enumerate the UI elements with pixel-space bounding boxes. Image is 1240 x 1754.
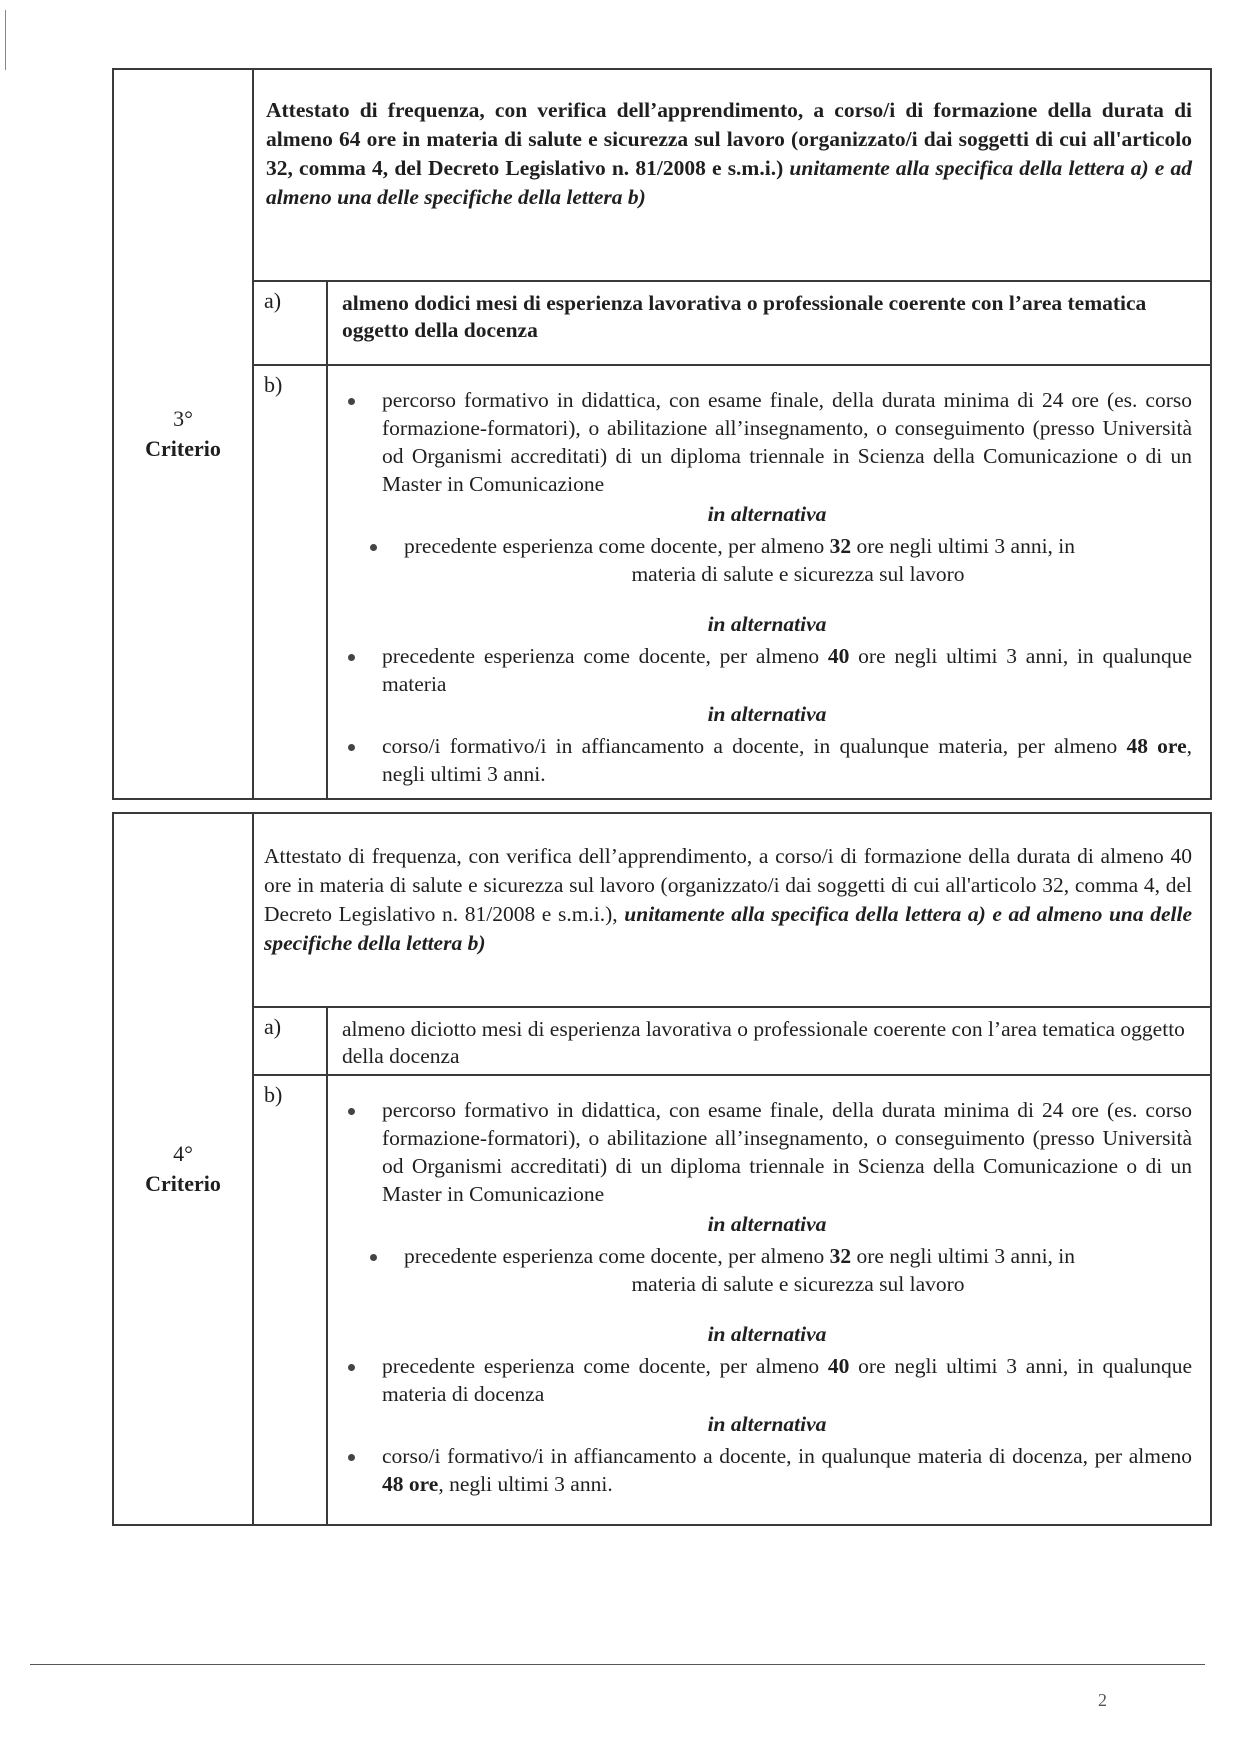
requirement-a-text: almeno diciotto mesi di esperienza lavorativa o professionale coerente con l’area tematica oggetto della docenza <box>327 1007 1211 1075</box>
requirement-a-text: almeno dodici mesi di esperienza lavorativa o professionale coerente con l’area tematica oggetto della docenza <box>327 281 1211 365</box>
list-item-text: corso/i formativo/i in affiancamento a docente, in qualunque materia, per almeno <box>382 734 1127 758</box>
list-item-text: ore negli ultimi 3 anni, in <box>851 1244 1076 1268</box>
list-item-text: percorso formativo in didattica, con esame finale, della durata minima di 24 ore (es. corso formazione-formatori), o abilitazione all’insegnamento, o conseguimento (presso Università od Organismi accreditati) di un diploma triennale in Scienza della Comunicazione o di un Master in Comunicazione <box>382 1098 1192 1206</box>
letter-b: b) <box>253 1075 327 1525</box>
list-item-text: precedente esperienza come docente, per almeno <box>382 644 828 668</box>
list-item-text: materia di salute e sicurezza sul lavoro <box>631 562 965 586</box>
list-item-text: , negli ultimi 3 anni. <box>438 1472 613 1496</box>
list-item-bold: 32 <box>829 1244 852 1268</box>
letter-b: b) <box>253 365 327 799</box>
criterio-3-label <box>113 69 253 799</box>
bullet-icon <box>348 1108 355 1115</box>
requirement-b-list <box>327 1075 1211 1525</box>
list-item <box>342 732 1192 788</box>
list-item-bold: 48 ore <box>382 1472 439 1496</box>
alternative-separator: in alternativa <box>707 612 827 636</box>
scan-margin-mark <box>5 10 6 70</box>
list-item <box>342 532 1192 588</box>
letter-a: a) <box>253 281 327 365</box>
criterio-3-table <box>112 68 1212 800</box>
criterio-4-intro <box>253 813 1211 1007</box>
bullet-icon <box>348 654 355 661</box>
list-item-text: ore negli ultimi 3 anni, in qualunque materia di docenza <box>382 1354 1192 1406</box>
list-item-text: precedente esperienza come docente, per almeno <box>404 534 830 558</box>
list-item <box>342 1352 1192 1408</box>
page-number: 2 <box>1098 1690 1107 1710</box>
bullet-icon <box>348 1454 355 1461</box>
alternative-separator: in alternativa <box>707 1212 827 1236</box>
list-item-text: precedente esperienza come docente, per almeno <box>382 1354 828 1378</box>
intro-text: Attestato di frequenza, con verifica dell’apprendimento, a corso/i di formazione della durata di almeno 64 ore in materia di salute e sicurezza sul lavoro (organizzato/i dai soggetti di cui all'articolo 32, comma 4, del Decreto Legislativo n. 81/2008 e s.m.i.) <box>266 98 1192 180</box>
intro-italic-text: unitamente alla specifica della lettera a) e ad almeno una delle specifiche della lettera b) <box>266 156 1193 209</box>
list-item <box>342 1442 1192 1498</box>
alternative-separator: in alternativa <box>707 502 827 526</box>
list-item-text: ore negli ultimi 3 anni, in <box>851 534 1076 558</box>
intro-italic-text: unitamente alla specifica della lettera a) e ad almeno una delle specifiche della lettera b) <box>264 902 1192 955</box>
bullet-icon <box>348 1364 355 1371</box>
criterio-word: Criterio <box>145 436 221 461</box>
criterio-ordinal: 4° <box>173 1141 193 1166</box>
list-item-bold: 32 <box>829 534 852 558</box>
list-item-bold: 40 <box>827 644 850 668</box>
criterio-ordinal: 3° <box>173 406 193 431</box>
list-item <box>342 642 1192 698</box>
criterio-3-intro <box>253 69 1211 281</box>
list-item <box>342 1096 1192 1208</box>
list-item-text: ore negli ultimi 3 anni, in qualunque materia <box>382 644 1192 696</box>
criterio-4-table <box>112 812 1212 1526</box>
footer-rule <box>30 1664 1205 1665</box>
list-item-text: precedente esperienza come docente, per almeno <box>404 1244 830 1268</box>
letter-a: a) <box>253 1007 327 1075</box>
list-item <box>342 386 1192 498</box>
list-item <box>342 1242 1192 1298</box>
alternative-separator: in alternativa <box>707 1322 827 1346</box>
list-item-text: percorso formativo in didattica, con esame finale, della durata minima di 24 ore (es. corso formazione-formatori), o abilitazione all’insegnamento, o conseguimento (presso Università od Organismi accreditati) di un diploma triennale in Scienza della Comunicazione o di un Master in Comunicazione <box>382 388 1192 496</box>
requirement-b-list <box>327 365 1211 799</box>
list-item-text: corso/i formativo/i in affiancamento a docente, in qualunque materia di docenza, per almeno <box>382 1444 1192 1468</box>
bullet-icon <box>348 398 355 405</box>
list-item-bold: 40 <box>827 1354 850 1378</box>
intro-text: Attestato di frequenza, con verifica dell’apprendimento, a corso/i di formazione della durata di almeno 40 ore in materia di salute e sicurezza sul lavoro (organizzato/i dai soggetti di cui all'articolo 32, comma 4, del Decreto Legislativo n. 81/2008 e s.m.i.), <box>264 844 1192 926</box>
list-item-text: , negli ultimi 3 anni. <box>382 734 1193 786</box>
criterio-4-label <box>113 813 253 1525</box>
bullet-icon <box>370 1254 377 1261</box>
bullet-icon <box>370 544 377 551</box>
alternative-separator: in alternativa <box>707 1412 827 1436</box>
list-item-bold: 48 ore <box>1126 734 1187 758</box>
list-item-text: materia di salute e sicurezza sul lavoro <box>631 1272 965 1296</box>
criterio-word: Criterio <box>145 1171 221 1196</box>
alternative-separator: in alternativa <box>707 702 827 726</box>
bullet-icon <box>348 744 355 751</box>
